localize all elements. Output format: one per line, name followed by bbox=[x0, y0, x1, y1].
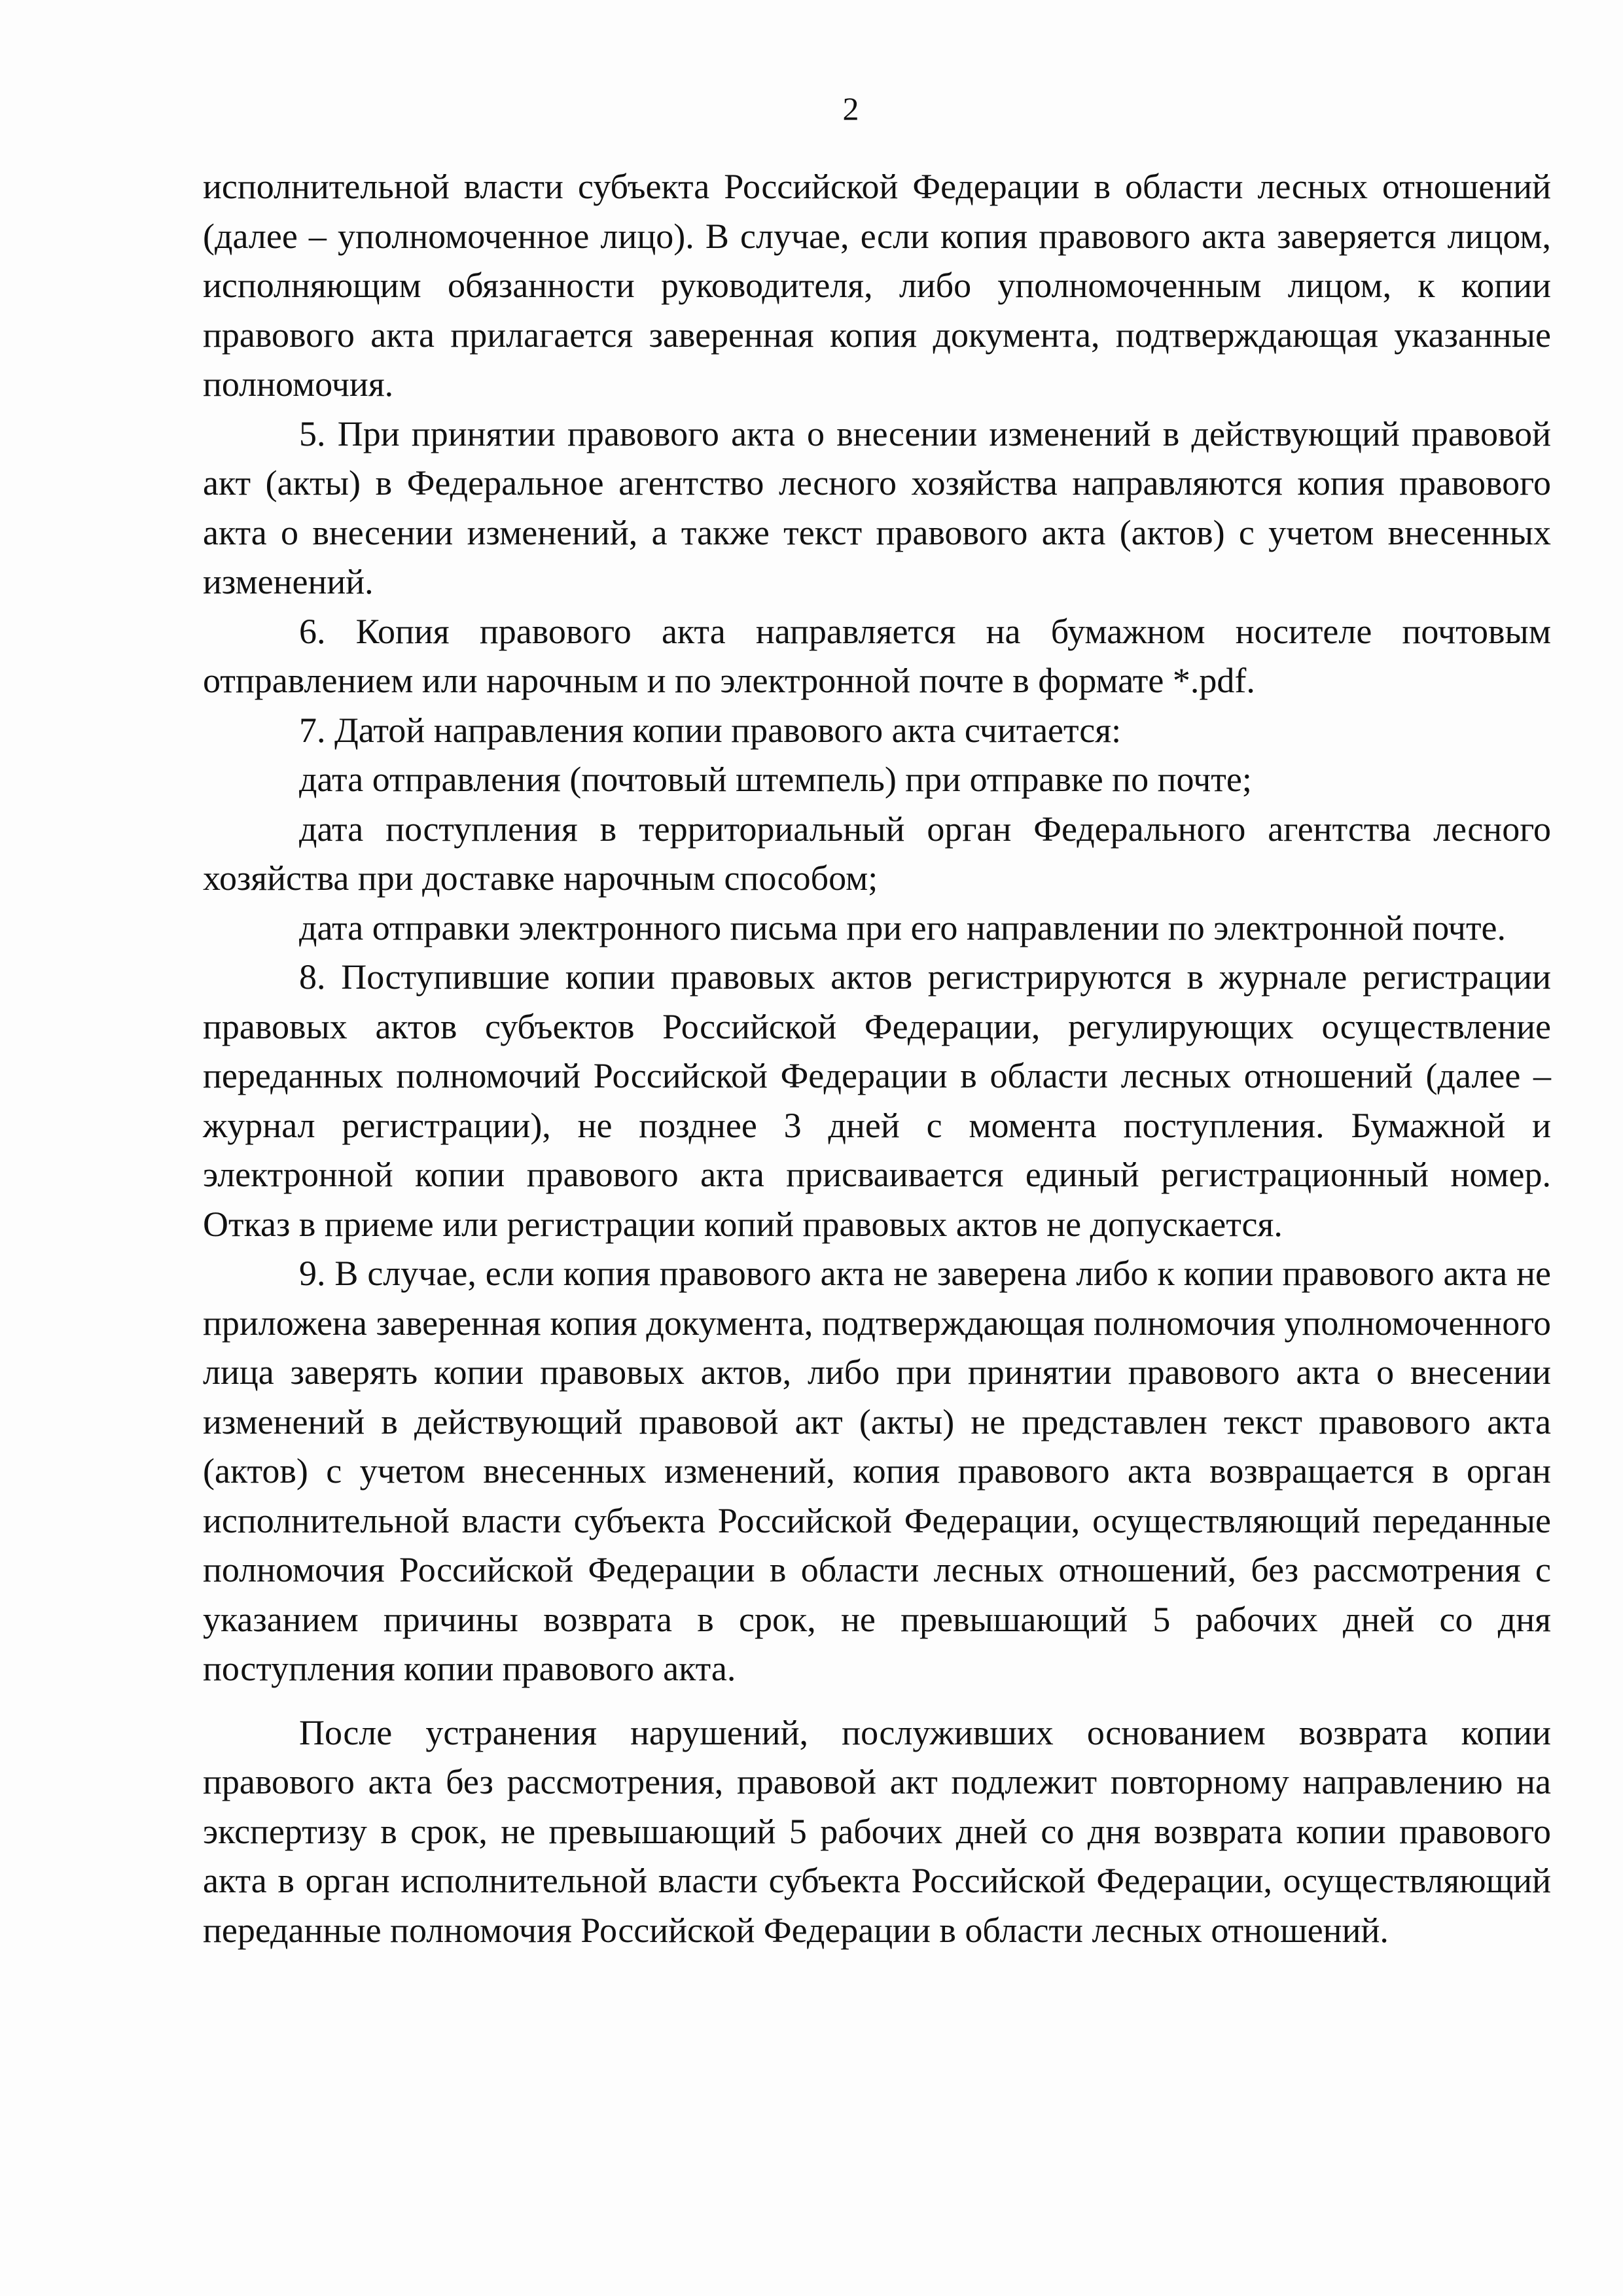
paragraph-item-8: 8. Поступившие копии правовых актов регистрируются в журнале регистрации правовых актов субъектов Российской Федерации, регулирующих осуществление переданных полномочий Российской Федерации в области лесных отношений (далее – журнал регистрации), не позднее 3 дней с момента поступления. Бумажной и электронной копии правового акта присваивается единый регистрационный номер. Отказ в приеме или регистрации копий правовых актов не допускается. bbox=[203, 957, 1551, 1244]
document-body bbox=[203, 162, 1551, 1955]
paragraph-continuation: исполнительной власти субъекта Российской Федерации в области лесных отношений (далее – уполномоченное лицо). В случае, если копия правового акта заверяется лицом, исполняющим обязанности руководителя, либо уполномоченным лицом, к копии правового акта прилагается заверенная копия документа, подтверждающая указанные полномочия. bbox=[203, 167, 1551, 404]
paragraph-after-correction: После устранения нарушений, послуживших основанием возврата копии правового акта без рассмотрения, правовой акт подлежит повторному направлению на экспертизу в срок, не превышающий 5 рабочих дней со дня возврата копии правового акта в орган исполнительной власти субъекта Российской Федерации, осуществляющий переданные полномочия Российской Федерации в области лесных отношений. bbox=[203, 1712, 1551, 1950]
paragraph-item-7-date-post: дата отправления (почтовый штемпель) при отправке по почте; bbox=[299, 760, 1252, 799]
page-number: 2 bbox=[842, 90, 859, 127]
paragraph-item-7-date-email: дата отправки электронного письма при его направлении по электронной почте. bbox=[299, 908, 1507, 947]
paragraph-item-5: 5. При принятии правового акта о внесении изменений в действующий правовой акт (акты) в Федеральное агентство лесного хозяйства направляются копия правового акта о внесении изменений, а также текст правового акта (актов) с учетом внесенных изменений. bbox=[203, 414, 1551, 601]
paragraph-item-7: 7. Датой направления копии правового акта считается: bbox=[299, 710, 1122, 750]
paragraph-item-7-date-courier: дата поступления в территориальный орган Федерального агентства лесного хозяйства при доставке нарочным способом; bbox=[203, 809, 1551, 898]
paragraph-item-6: 6. Копия правового акта направляется на бумажном носителе почтовым отправлением или нарочным и по электронной почте в формате *.pdf. bbox=[203, 611, 1551, 700]
paragraph-item-9: 9. В случае, если копия правового акта не заверена либо к копии правового акта не приложена заверенная копия документа, подтверждающая полномочия уполномоченного лица заверять копии правовых актов, либо при принятии правового акта о внесении изменений в действующий правовой акт (акты) не представлен текст правового акта (актов) с учетом внесенных изменений, копия правового акта возвращается в орган исполнительной власти субъекта Российской Федерации, осуществляющий переданные полномочия Российской Федерации в области лесных отношений, без рассмотрения с указанием причины возврата в срок, не превышающий 5 рабочих дней со дня поступления копии правового акта. bbox=[203, 1254, 1551, 1688]
